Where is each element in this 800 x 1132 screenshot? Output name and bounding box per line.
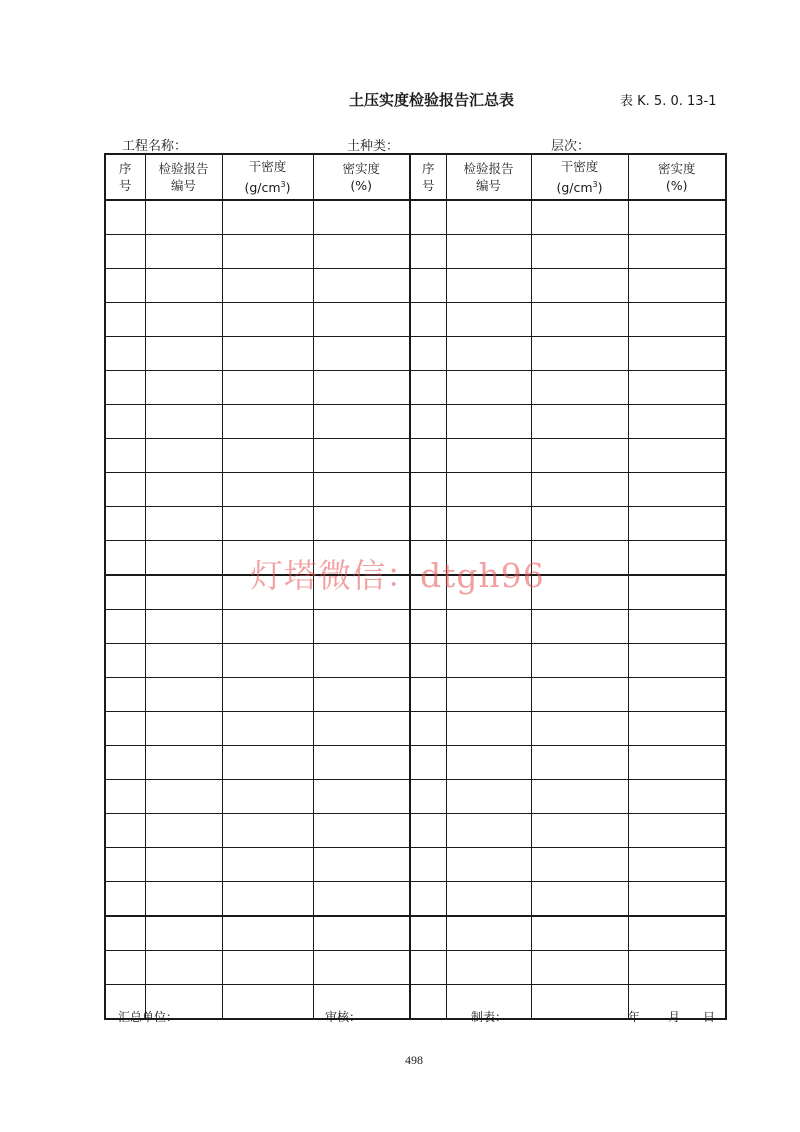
table-cell[interactable] <box>446 337 531 371</box>
table-cell[interactable] <box>531 507 628 541</box>
table-cell[interactable] <box>313 814 410 848</box>
table-cell[interactable] <box>222 610 313 644</box>
table-cell[interactable] <box>446 746 531 780</box>
table-cell[interactable] <box>628 712 726 746</box>
table-cell[interactable] <box>410 951 446 985</box>
table-cell[interactable] <box>313 644 410 678</box>
col-header-unit: (g/cm <box>244 179 281 195</box>
table-cell[interactable] <box>410 985 446 1020</box>
table-cell[interactable] <box>628 439 726 473</box>
table-cell[interactable] <box>410 200 446 235</box>
table-cell[interactable] <box>410 439 446 473</box>
table-cell[interactable] <box>628 235 726 269</box>
table-cell[interactable] <box>145 746 222 780</box>
table-cell[interactable] <box>105 780 145 814</box>
table-row <box>105 269 726 303</box>
table-cell[interactable] <box>628 507 726 541</box>
table-cell[interactable] <box>531 371 628 405</box>
table-cell[interactable] <box>222 439 313 473</box>
table-row <box>105 473 726 507</box>
table-row <box>105 916 726 951</box>
table-cell[interactable] <box>531 473 628 507</box>
table-cell[interactable] <box>313 951 410 985</box>
table-cell[interactable] <box>446 303 531 337</box>
table-cell[interactable] <box>410 371 446 405</box>
col-header-compactness <box>628 154 726 200</box>
table-cell[interactable] <box>145 780 222 814</box>
preparer-label: 制表： <box>471 1010 508 1024</box>
table-cell[interactable] <box>222 371 313 405</box>
table-row <box>105 712 726 746</box>
table-cell[interactable] <box>531 575 628 610</box>
table-cell[interactable] <box>145 405 222 439</box>
table-cell[interactable] <box>145 473 222 507</box>
table-row <box>105 337 726 371</box>
table-cell[interactable] <box>628 780 726 814</box>
table-cell[interactable] <box>313 507 410 541</box>
table-row <box>105 439 726 473</box>
table-cell[interactable] <box>410 848 446 882</box>
table-cell[interactable] <box>628 473 726 507</box>
table-cell[interactable] <box>105 439 145 473</box>
table-cell[interactable] <box>145 848 222 882</box>
table-cell[interactable] <box>105 848 145 882</box>
table-cell[interactable] <box>145 678 222 712</box>
floor-label: 层次： <box>551 139 591 154</box>
table-cell[interactable] <box>446 405 531 439</box>
table-cell[interactable] <box>410 507 446 541</box>
table-cell[interactable] <box>410 644 446 678</box>
table-cell[interactable] <box>313 303 410 337</box>
table-cell[interactable] <box>531 235 628 269</box>
table-cell[interactable] <box>145 200 222 235</box>
table-cell[interactable] <box>628 678 726 712</box>
table-cell[interactable] <box>531 541 628 576</box>
table-row <box>105 235 726 269</box>
table-cell[interactable] <box>105 610 145 644</box>
col-header-line: 编号 <box>170 178 196 193</box>
table-cell[interactable] <box>105 916 145 951</box>
table-cell[interactable] <box>531 269 628 303</box>
table-cell[interactable] <box>313 712 410 746</box>
table-cell[interactable] <box>410 610 446 644</box>
table-cell[interactable] <box>222 507 313 541</box>
table-cell[interactable] <box>531 337 628 371</box>
table-cell[interactable] <box>446 269 531 303</box>
table-cell[interactable] <box>628 644 726 678</box>
table-cell[interactable] <box>145 814 222 848</box>
table-cell[interactable] <box>105 507 145 541</box>
table-cell[interactable] <box>628 541 726 576</box>
table-cell[interactable] <box>628 575 726 610</box>
table-cell[interactable] <box>628 405 726 439</box>
col-header-dry-density <box>222 154 313 200</box>
col-header-seq <box>410 154 446 200</box>
table-cell[interactable] <box>628 200 726 235</box>
col-header-report-no <box>145 154 222 200</box>
table-cell[interactable] <box>313 746 410 780</box>
col-header-unit: (g/cm <box>556 179 593 195</box>
table-cell[interactable] <box>313 337 410 371</box>
table-cell[interactable] <box>531 678 628 712</box>
table-cell[interactable] <box>222 848 313 882</box>
table-cell[interactable] <box>313 235 410 269</box>
table-cell[interactable] <box>446 610 531 644</box>
table-cell[interactable] <box>313 610 410 644</box>
table-cell[interactable] <box>145 269 222 303</box>
col-header-unit-end: ) <box>285 179 291 195</box>
table-cell[interactable] <box>222 712 313 746</box>
table-cell[interactable] <box>145 337 222 371</box>
table-row <box>105 951 726 985</box>
table-cell[interactable] <box>145 610 222 644</box>
table-cell[interactable] <box>313 916 410 951</box>
table-cell[interactable] <box>410 746 446 780</box>
table-cell[interactable] <box>105 235 145 269</box>
table-cell[interactable] <box>410 882 446 917</box>
table-cell[interactable] <box>410 814 446 848</box>
table-cell[interactable] <box>105 712 145 746</box>
table-cell[interactable] <box>145 712 222 746</box>
table-cell[interactable] <box>313 405 410 439</box>
table-cell[interactable] <box>222 951 313 985</box>
table-header-row <box>105 154 726 200</box>
table-cell[interactable] <box>313 473 410 507</box>
table-cell[interactable] <box>410 303 446 337</box>
table-cell[interactable] <box>446 439 531 473</box>
table-cell[interactable] <box>222 235 313 269</box>
table-cell[interactable] <box>446 916 531 951</box>
col-header-line: 号 <box>118 178 132 193</box>
table-cell[interactable] <box>222 473 313 507</box>
table-cell[interactable] <box>446 235 531 269</box>
table-cell[interactable] <box>446 780 531 814</box>
table-cell[interactable] <box>105 269 145 303</box>
table-cell[interactable] <box>105 541 145 576</box>
col-header-line: 干密度 <box>560 159 599 175</box>
table-cell[interactable] <box>410 473 446 507</box>
table-cell[interactable] <box>105 644 145 678</box>
table-cell[interactable] <box>105 951 145 985</box>
col-header-line: 检验报告 <box>463 161 514 176</box>
table-cell[interactable] <box>105 337 145 371</box>
table-cell[interactable] <box>446 678 531 712</box>
col-header-unit-end: ) <box>597 179 603 195</box>
table-cell[interactable] <box>105 575 145 610</box>
table-cell[interactable] <box>313 371 410 405</box>
table-cell[interactable] <box>222 985 313 1020</box>
table-cell[interactable] <box>313 439 410 473</box>
table-cell[interactable] <box>446 473 531 507</box>
table-cell[interactable] <box>531 303 628 337</box>
table-row <box>105 848 726 882</box>
watermark: 灯塔微信：dtgh96 <box>250 556 545 595</box>
col-header-line: 号 <box>421 178 435 193</box>
table-cell[interactable] <box>145 882 222 917</box>
table-row <box>105 780 726 814</box>
table-cell[interactable] <box>628 303 726 337</box>
table-cell[interactable] <box>313 848 410 882</box>
table-row <box>105 678 726 712</box>
table-cell[interactable] <box>105 405 145 439</box>
summary-unit-label: 汇总单位： <box>118 1010 179 1024</box>
table-cell[interactable] <box>410 678 446 712</box>
table-cell[interactable] <box>105 473 145 507</box>
table-cell[interactable] <box>222 746 313 780</box>
table-cell[interactable] <box>222 882 313 917</box>
table-cell[interactable] <box>531 712 628 746</box>
table-row <box>105 746 726 780</box>
table-cell[interactable] <box>145 439 222 473</box>
table-cell[interactable] <box>531 405 628 439</box>
table-cell[interactable] <box>145 235 222 269</box>
table-cell[interactable] <box>410 337 446 371</box>
table-cell[interactable] <box>222 303 313 337</box>
table-cell[interactable] <box>222 337 313 371</box>
table-cell[interactable] <box>446 507 531 541</box>
table-cell[interactable] <box>531 985 628 1020</box>
table-cell[interactable] <box>410 712 446 746</box>
table-cell[interactable] <box>531 439 628 473</box>
col-header-line: 密实度 <box>342 161 380 176</box>
soil-type-label: 土种类： <box>347 139 400 154</box>
table-cell[interactable] <box>446 712 531 746</box>
col-header-report-no <box>446 154 531 200</box>
table-cell[interactable] <box>531 644 628 678</box>
table-cell[interactable] <box>531 951 628 985</box>
day-label: 日 <box>703 1010 716 1024</box>
year-label: 年 <box>628 1010 641 1024</box>
table-cell[interactable] <box>628 916 726 951</box>
table-cell[interactable] <box>222 678 313 712</box>
table-cell[interactable] <box>531 916 628 951</box>
table-cell[interactable] <box>410 780 446 814</box>
table-cell[interactable] <box>531 746 628 780</box>
table-cell[interactable] <box>531 200 628 235</box>
table-cell[interactable] <box>446 814 531 848</box>
table-cell[interactable] <box>313 269 410 303</box>
table-cell[interactable] <box>628 610 726 644</box>
table-cell[interactable] <box>446 371 531 405</box>
table-cell[interactable] <box>410 269 446 303</box>
table-cell[interactable] <box>105 371 145 405</box>
table-cell[interactable] <box>628 371 726 405</box>
col-header-unit: (%) <box>665 178 688 193</box>
table-cell[interactable] <box>105 746 145 780</box>
project-name-label: 工程名称： <box>122 139 188 154</box>
table-cell[interactable] <box>410 405 446 439</box>
col-header-line: 序 <box>118 161 132 176</box>
table-row <box>105 814 726 848</box>
page-number: 498 <box>405 1053 423 1067</box>
col-header-line: 密实度 <box>657 161 696 176</box>
table-cell[interactable] <box>446 200 531 235</box>
table-cell[interactable] <box>531 882 628 917</box>
table-cell[interactable] <box>145 371 222 405</box>
col-header-dry-density <box>531 154 628 200</box>
table-cell[interactable] <box>628 882 726 917</box>
table-row <box>105 303 726 337</box>
table-row <box>105 610 726 644</box>
table-row <box>105 882 726 917</box>
table-cell[interactable] <box>222 814 313 848</box>
table-cell[interactable] <box>313 678 410 712</box>
table-row <box>105 371 726 405</box>
table-cell[interactable] <box>145 575 222 610</box>
col-header-line: 编号 <box>475 178 501 193</box>
col-header-compactness <box>313 154 410 200</box>
table-cell[interactable] <box>313 780 410 814</box>
table-cell[interactable] <box>628 746 726 780</box>
table-cell[interactable] <box>105 200 145 235</box>
table-cell[interactable] <box>313 882 410 917</box>
table-cell[interactable] <box>105 814 145 848</box>
document-title: 土压实度检验报告汇总表 <box>349 91 515 109</box>
table-cell[interactable] <box>628 337 726 371</box>
table-cell[interactable] <box>145 541 222 576</box>
table-cell[interactable] <box>145 507 222 541</box>
table-cell[interactable] <box>105 882 145 917</box>
table-cell[interactable] <box>531 610 628 644</box>
table-cell[interactable] <box>222 780 313 814</box>
table-cell[interactable] <box>222 269 313 303</box>
table-cell[interactable] <box>446 882 531 917</box>
unit-superscript: 3 <box>592 179 598 189</box>
table-body <box>105 200 726 1019</box>
table-cell[interactable] <box>222 644 313 678</box>
table-cell[interactable] <box>145 951 222 985</box>
col-header-line: 干密度 <box>248 159 287 175</box>
table-row <box>105 507 726 541</box>
table-cell[interactable] <box>145 644 222 678</box>
table-cell[interactable] <box>222 200 313 235</box>
table-cell[interactable] <box>105 303 145 337</box>
table-cell[interactable] <box>531 780 628 814</box>
month-label: 月 <box>668 1010 681 1024</box>
table-cell[interactable] <box>446 644 531 678</box>
table-cell[interactable] <box>446 951 531 985</box>
col-header-line: 检验报告 <box>158 161 209 176</box>
col-header-seq <box>105 154 145 200</box>
table-cell[interactable] <box>410 235 446 269</box>
table-cell[interactable] <box>628 848 726 882</box>
table-cell[interactable] <box>446 848 531 882</box>
table-cell[interactable] <box>105 678 145 712</box>
table-cell[interactable] <box>145 916 222 951</box>
table-cell[interactable] <box>628 814 726 848</box>
table-cell[interactable] <box>145 303 222 337</box>
table-cell[interactable] <box>222 916 313 951</box>
table-cell[interactable] <box>628 951 726 985</box>
table-cell[interactable] <box>628 269 726 303</box>
col-header-line: 序 <box>421 161 435 176</box>
table-row <box>105 200 726 235</box>
table-cell[interactable] <box>313 200 410 235</box>
table-row <box>105 644 726 678</box>
table-cell[interactable] <box>222 405 313 439</box>
col-header-unit: (%) <box>350 178 373 193</box>
form-number: 表 K. 5. 0. 13-1 <box>620 94 717 109</box>
reviewer-label: 审核： <box>325 1010 362 1024</box>
table-row <box>105 405 726 439</box>
table-cell[interactable] <box>531 848 628 882</box>
table-cell[interactable] <box>410 916 446 951</box>
unit-superscript: 3 <box>280 179 286 189</box>
table-cell[interactable] <box>531 814 628 848</box>
